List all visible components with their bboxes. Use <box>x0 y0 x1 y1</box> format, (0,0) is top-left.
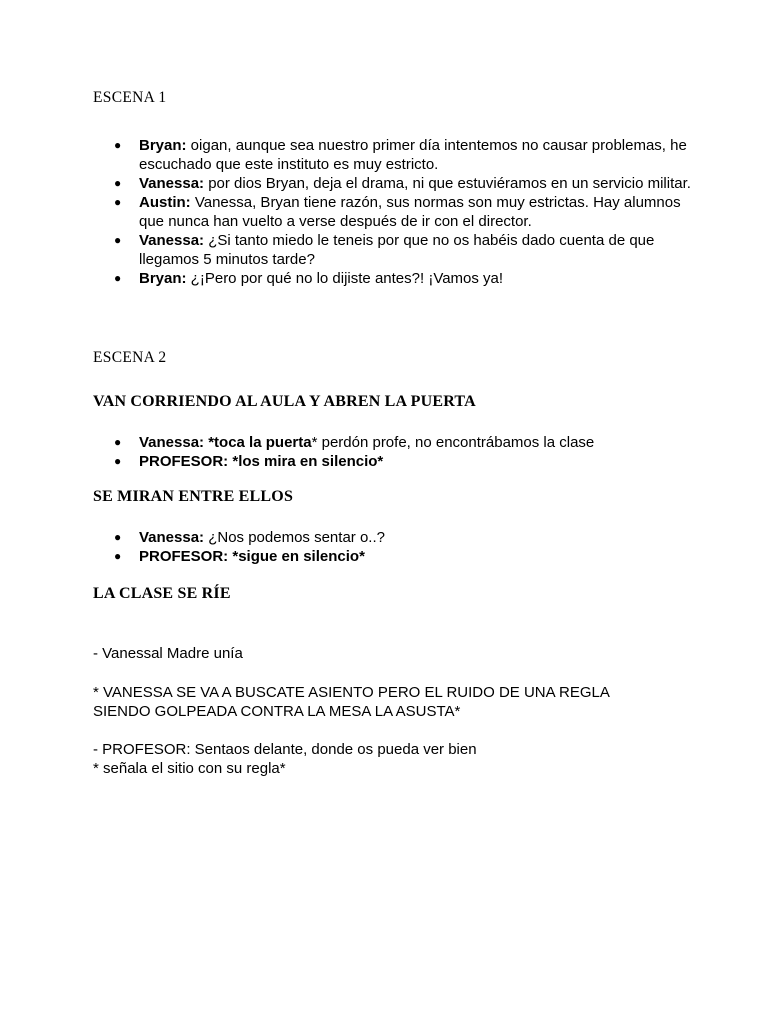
scene-2-dialogue-list-2 <box>0 528 699 566</box>
stage-direction-inline: *toca la puerta <box>204 434 312 451</box>
dialogue-text: oigan, aunque sea nuestro primer día intentemos no causar problemas, he escuchado que este instituto es muy estricto. <box>139 137 687 173</box>
stage-direction-inline: *los mira en silencio* <box>228 453 384 470</box>
bullet-icon: ● <box>114 176 122 190</box>
bullet-icon: ● <box>114 271 122 285</box>
dialogue-text: Vanessa, Bryan tiene razón, sus normas son muy estrictas. Hay alumnos que nunca han vuelto a verse después de ir con el director. <box>139 194 681 230</box>
list-item <box>0 231 699 269</box>
speaker-name: Vanessa: <box>139 175 205 192</box>
dialogue-text: ¿Nos podemos sentar o..? <box>204 529 385 546</box>
speaker-name: Austin: <box>139 194 191 211</box>
speaker-name: PROFESOR: <box>139 453 229 470</box>
dialogue-text: * perdón profe, no encontrábamos la clase <box>311 434 595 451</box>
bullet-icon: ● <box>114 530 122 544</box>
free-text-paragraph: * VANESSA SE VA A BUSCATE ASIENTO PERO EL RUIDO DE UNA REGLA SIENDO GOLPEADA CONTRA LA MESA LA ASUSTA* <box>93 684 610 720</box>
stage-direction-heading: VAN CORRIENDO AL AULA Y ABREN LA PUERTA <box>93 393 476 410</box>
list-item <box>0 528 699 547</box>
list-item <box>0 193 699 231</box>
scene-2-dialogue-list-1 <box>0 433 699 471</box>
scene-1-dialogue-list <box>0 136 699 288</box>
free-text-line: - PROFESOR: Sentaos delante, donde os pueda ver bien <box>93 741 477 758</box>
dialogue-text: ¿¡Pero por qué no lo dijiste antes?! ¡Vamos ya! <box>186 270 504 287</box>
bullet-icon: ● <box>114 195 122 209</box>
dialogue-text: por dios Bryan, deja el drama, ni que estuviéramos en un servicio militar. <box>204 175 691 192</box>
dialogue-text: ¿Si tanto miedo le teneis por que no os habéis dado cuenta de que llegamos 5 minutos tarde? <box>139 232 655 268</box>
list-item <box>0 433 699 452</box>
bullet-icon: ● <box>114 233 122 247</box>
bullet-icon: ● <box>114 549 122 563</box>
list-item <box>0 452 699 471</box>
stage-direction-heading: SE MIRAN ENTRE ELLOS <box>93 488 294 505</box>
speaker-name: Vanessa: <box>139 232 205 249</box>
list-item <box>0 269 699 288</box>
speaker-name: Vanessa: <box>139 434 205 451</box>
free-text-line: * señala el sitio con su regla* <box>93 760 286 777</box>
bullet-icon: ● <box>114 435 122 449</box>
list-item <box>0 547 699 566</box>
speaker-name: PROFESOR: <box>139 548 229 565</box>
scene-2-title: ESCENA 2 <box>93 349 167 366</box>
speaker-name: Bryan: <box>139 270 187 287</box>
bullet-icon: ● <box>114 138 122 152</box>
stage-direction-inline: *sigue en silencio* <box>228 548 365 565</box>
list-item <box>0 136 699 174</box>
free-text-line: - Vanessal Madre unía <box>93 645 243 662</box>
list-item <box>0 174 699 193</box>
speaker-name: Vanessa: <box>139 529 205 546</box>
speaker-name: Bryan: <box>139 137 187 154</box>
bullet-icon: ● <box>114 454 122 468</box>
stage-direction-heading: LA CLASE SE RÍE <box>93 585 231 602</box>
scene-1-title: ESCENA 1 <box>93 89 167 106</box>
